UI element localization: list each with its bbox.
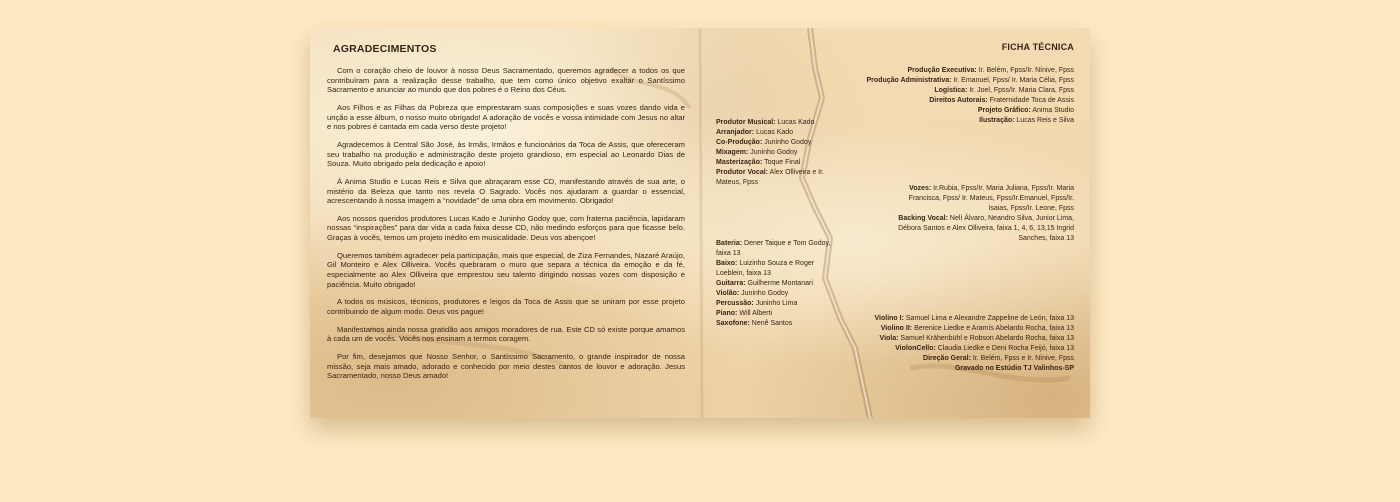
- strings-credits: [875, 314, 1075, 374]
- credit-value: Juninho Godoy: [762, 139, 812, 146]
- recording-studio-line: [875, 364, 1075, 374]
- credit-value: Ir. Joel, Fpss/Ir. Maria Clara, Fpss: [967, 87, 1074, 94]
- credit-row: [716, 158, 826, 168]
- ack-paragraph: A todos os músicos, técnicos, produtores e leigos da Toca de Assis que se uniram por esse projeto contribuindo de algum modo. Deus vos pague!: [327, 297, 685, 316]
- credit-row: [875, 354, 1075, 364]
- acknowledgements-body: [327, 66, 685, 389]
- credit-row: [716, 279, 831, 289]
- credit-label: Produtor Musical:: [716, 119, 776, 126]
- credit-label: Masterização:: [716, 159, 763, 166]
- credit-value: Nelí Álvaro, Neandro Silva, Junior Lima, Débora Santos e Alex Olliveira, faixa 1, 4, 6, 13,15 Ingrid Sanches, faixa 13: [898, 215, 1074, 242]
- credit-value: Toque Final: [762, 159, 801, 166]
- credit-value: Ir. Emanuel, Fpss/ Ir. Maria Célia, Fpss: [951, 77, 1074, 84]
- credit-value: Juninho Lima: [753, 300, 798, 307]
- credit-label: Direitos Autorais:: [929, 97, 988, 104]
- credit-value: Juninho Godoy: [739, 290, 789, 297]
- credit-value: Guilherme Montanari: [745, 280, 813, 287]
- credit-value: Samuel Lima e Alexandre Zappeline de León, faixa 13: [903, 315, 1074, 322]
- credit-row: [716, 168, 826, 188]
- credit-label: Vozes:: [909, 185, 932, 192]
- credit-row: [867, 106, 1074, 116]
- credit-value: Juninho Godoy: [748, 149, 798, 156]
- credit-row: [867, 76, 1074, 86]
- band-credits: [716, 239, 831, 329]
- credit-label: Produção Executiva:: [907, 67, 977, 74]
- voices-credits: [894, 184, 1074, 244]
- credit-label: Percussão:: [716, 300, 754, 307]
- credit-row: [716, 128, 826, 138]
- credit-value: Ir. Belém, Fpss e Ir. Nínive, Fpss: [970, 355, 1074, 362]
- credit-row: [716, 259, 831, 279]
- acknowledgements-title: AGRADECIMENTOS: [333, 43, 437, 55]
- credit-value: Dener Taique e Tom Godoy, faixa 13: [716, 240, 831, 257]
- credit-label: Bateria:: [716, 240, 743, 247]
- ack-paragraph: À Anima Studio e Lucas Reis e Silva que abraçaram esse CD, manifestando através de sua arte, o mistério da Beleza que tanto nos revela O Sagrado. Vocês nos ajudaram a guardar o essencial, acrescentando à nossa imagem a “novidade” de uma obra em movimento. Obrigado!: [327, 176, 685, 206]
- credit-label: Violão:: [716, 290, 740, 297]
- ack-paragraph: Aos Filhos e as Filhas da Pobreza que emprestaram suas composições e suas vozes dando vida e unção a esse álbum, o nosso muito obrigado! A adoração de vocês e vossa intimidade com Jesus no altar e nos pobres é cantada em cada verso deste projeto!: [327, 102, 685, 132]
- credit-row: [867, 116, 1074, 126]
- credit-label: Gravado no Estúdio TJ Valinhos-SP: [954, 365, 1074, 372]
- credit-value: Luizinho Souza e Roger Loeblein, faixa 13: [716, 260, 815, 277]
- credit-value: Anima Studio: [1030, 107, 1074, 114]
- credit-row: [894, 214, 1074, 244]
- acknowledgements-page: [310, 28, 700, 418]
- credit-value: Lucas Reis e Silva: [1014, 117, 1074, 124]
- credit-row: [716, 319, 831, 329]
- credit-row: [875, 344, 1075, 354]
- credit-row: [716, 239, 831, 259]
- credit-value: Will Alberti: [737, 310, 773, 317]
- credit-row: [867, 66, 1074, 76]
- credit-label: Arranjador:: [716, 129, 755, 136]
- music-production-credits: [716, 118, 826, 188]
- credit-value: Claudia Liedke e Deni Rocha Feijó, faixa 13: [935, 345, 1074, 352]
- credit-value: Alex Olliveira e Ir. Mateus, Fpss: [716, 169, 825, 186]
- ficha-tecnica-title: FICHA TÉCNICA: [1001, 42, 1074, 52]
- credit-row: [716, 309, 831, 319]
- credit-label: Direção Geral:: [923, 355, 971, 362]
- credit-value: Ir.Rubia, Fpss/Ir. Maria Juliana, Fpss/Ir. Maria Francisca, Fpss/ Ir. Mateus, Fpss/Ir.Emanuel, Fpss/Ir. Isaias, Fpss/Ir. Leone, Fpss: [908, 185, 1074, 212]
- credit-value: Ir. Belém, Fpss/Ir. Nínive, Fpss: [976, 67, 1074, 74]
- credit-label: Backing Vocal:: [898, 215, 948, 222]
- credit-label: Piano:: [716, 310, 738, 317]
- credit-label: Logística:: [934, 87, 968, 94]
- credit-value: Lucas Kado: [754, 129, 794, 136]
- credit-label: Violino I:: [874, 315, 904, 322]
- credit-label: Co-Produção:: [716, 139, 763, 146]
- production-credits: [867, 66, 1074, 126]
- credit-value: Nenê Santos: [749, 320, 793, 327]
- cd-booklet-spread: [310, 28, 1090, 418]
- credit-label: Projeto Gráfico:: [977, 107, 1031, 114]
- credit-row: [875, 314, 1075, 324]
- credit-row: [875, 334, 1075, 344]
- credit-row: [716, 118, 826, 128]
- credit-label: ViolonCello:: [895, 345, 936, 352]
- ack-paragraph: Manifestamos ainda nossa gratidão aos amigos moradores de rua. Este CD só existe porque amamos à cada um de vocês. Vocês nos ensinam a termos coragem.: [327, 324, 685, 344]
- credit-label: Guitarra:: [716, 280, 746, 287]
- ack-paragraph: Por fim, desejamos que Nosso Senhor, o Santíssimo Sacramento, o grande inspirador de nossa missão, seja mais amado, adorado e conhecido por meio destes cantos de louvor e adoração. Jesus Sacramentado, nosso Deus amado!: [327, 352, 685, 381]
- credit-row: [716, 289, 831, 299]
- credit-label: Ilustração:: [979, 117, 1015, 124]
- credit-label: Mixagem:: [716, 149, 749, 156]
- credit-value: Berenice Liedke e Aramís Abelardo Rocha, faixa 13: [912, 325, 1074, 332]
- credit-row: [894, 184, 1074, 214]
- credit-label: Viola:: [879, 335, 899, 342]
- credit-value: Samuel Krähenbühl e Robson Abelardo Rocha, faixa 13: [898, 335, 1074, 342]
- credit-value: Lucas Kado: [775, 119, 815, 126]
- credit-row: [867, 86, 1074, 96]
- credit-label: Saxofone:: [716, 320, 750, 327]
- credit-row: [716, 148, 826, 158]
- ack-paragraph: Aos nossos queridos produtores Lucas Kado e Juninho Godoy que, com fraterna paciência, lapidaram nossas “inspirações” para dar vida a cada faixa desse CD, não medindo esforços para que ficasse belo. Graças à vocês, temos um projeto inédito em musicalidade. Deus vos abençoe!: [327, 213, 685, 243]
- ack-paragraph: Com o coração cheio de louvor à nosso Deus Sacramentado, queremos agradecer a todos os que contribuíram para a realização desse trabalho, que tem como único objetivo exaltar o Santíssimo Sacramento e anunciar ao mundo que dos pobres é o Reino dos Céus.: [327, 66, 685, 95]
- credit-label: Baixo:: [716, 260, 738, 267]
- credit-label: Produtor Vocal:: [716, 169, 768, 176]
- credit-label: Produção Administrativa:: [866, 77, 952, 84]
- credit-value: Fraternidade Toca de Assis: [987, 97, 1074, 104]
- ack-paragraph: Agradecemos à Central São José, às Irmãs, Irmãos e funcionários da Toca de Assis, que ofereceram seu trabalho na produção e administração deste projeto grandioso, em especial ao Leonardo Dias de Souza. Muito obrigado pela dedicação e apoio!: [327, 139, 685, 169]
- credit-row: [716, 299, 831, 309]
- ack-paragraph: Queremos também agradecer pela participação, mais que especial, de Ziza Fernandes, Nazaré Araújo, Gil Monteiro e Alex Olliveira. Vocês quebraram o muro que separa a técnica da emoção e da fé, especialmente ao Alex Olliveira que emprestou seu talento dirigindo nossas vozes com disposição e paciência. Muito obrigado!: [327, 250, 685, 289]
- credit-label: Violino II:: [880, 325, 913, 332]
- credit-row: [875, 324, 1075, 334]
- credit-row: [716, 138, 826, 148]
- credit-row: [867, 96, 1074, 106]
- ficha-tecnica-page: [700, 28, 1090, 418]
